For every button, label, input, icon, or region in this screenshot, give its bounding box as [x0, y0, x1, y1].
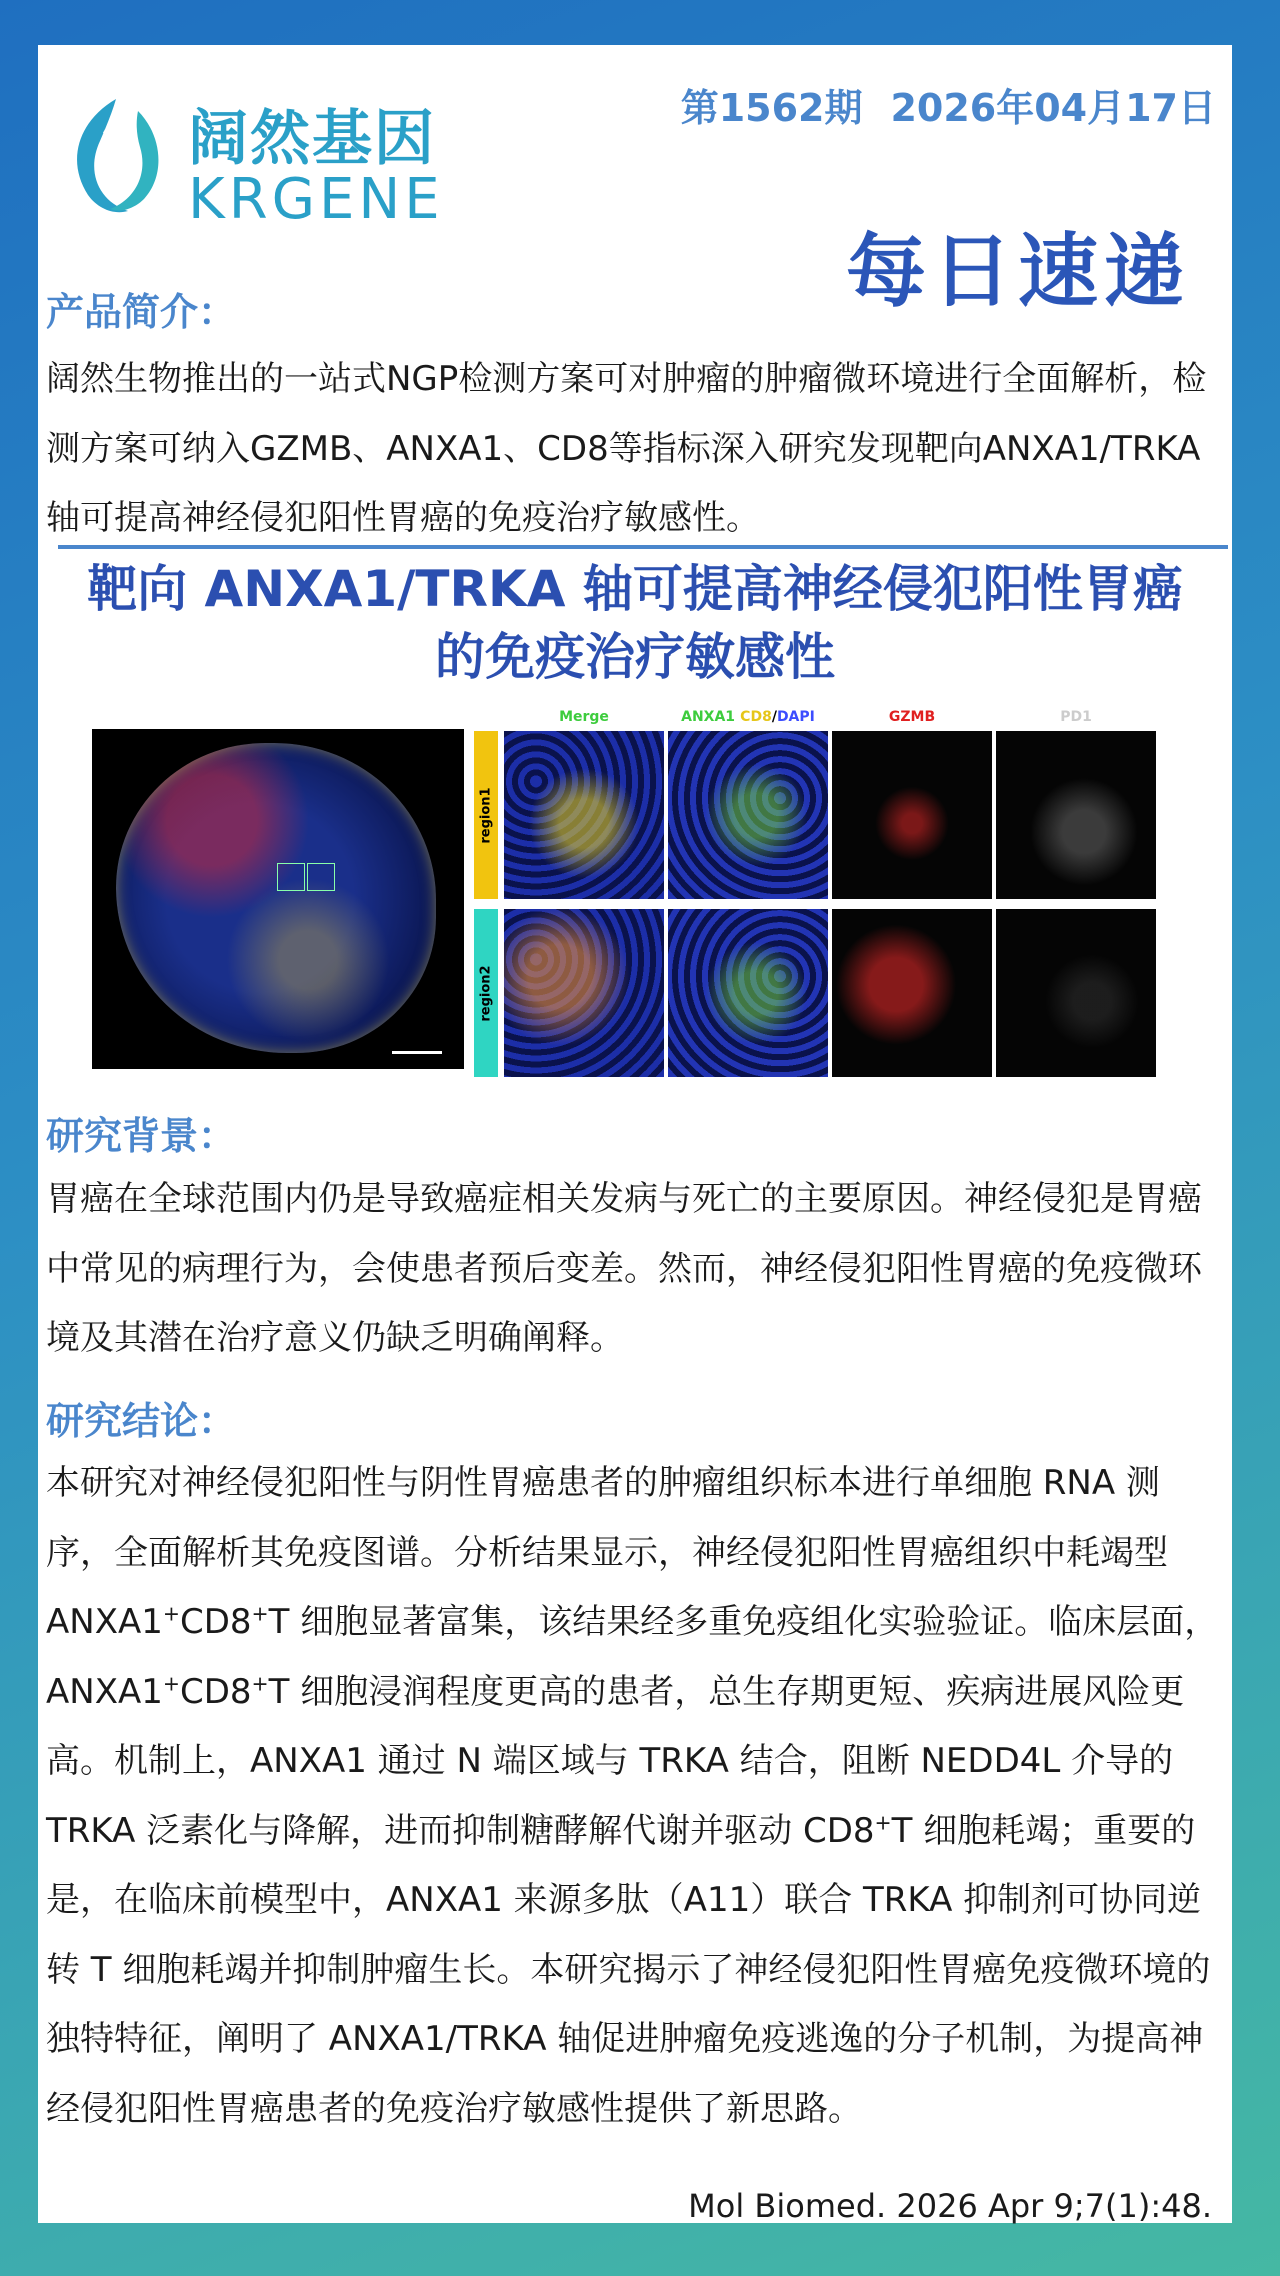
column-label-gzmb: GZMB: [888, 709, 936, 725]
tissue-section: [116, 743, 436, 1053]
headline-line1: 靶向 ANXA1/TRKA 轴可提高神经侵犯阳性胃癌: [87, 560, 1183, 618]
region2-gzmb-tile: [832, 909, 992, 1077]
conclusion-title: 研究结论：: [46, 1399, 237, 1443]
brand-logo: [58, 87, 478, 237]
region1-pd1-tile: [996, 731, 1156, 899]
conclusion-text-4: CD8: [179, 1671, 252, 1712]
headline-line2: 的免疫治疗敏感性: [435, 628, 835, 686]
conclusion-text-1: 本研究对神经侵犯阳性与阴性胃癌患者的肿瘤组织标本进行单细胞 RNA 测序，全面解析其免疫图谱。分析结果显示，神经侵犯阳性胃癌组织中耗竭型 ANXA1: [46, 1463, 1168, 1642]
superscript-plus: +: [874, 1810, 892, 1835]
brand-name-en: KRGENE: [188, 167, 444, 232]
issue-number: 第1562期: [680, 86, 863, 130]
column-label-anxa1-cd8-dapi: ANXA1/CD8/DAPI: [681, 709, 815, 725]
background-body: 胃癌在全球范围内仍是导致癌症相关发病与死亡的主要原因。神经侵犯是胃癌中常见的病理行为，会使患者预后变差。然而，神经侵犯阳性胃癌的免疫微环境及其潜在治疗意义仍缺乏明确阐释。: [46, 1179, 1202, 1358]
dna-leaf-icon: [58, 91, 174, 221]
superscript-plus: +: [251, 1601, 269, 1626]
column-label-pd1: PD1: [1060, 709, 1092, 725]
region1-anxa1-tile: [668, 731, 828, 899]
conclusion-text-6: T 细胞耗竭；重要的是，在临床前模型中，ANXA1 来源多肽（A11）联合 TRKA 抑制剂可协同逆转 T 细胞耗竭并抑制肿瘤生长。本研究揭示了神经侵犯阳性胃癌免疫微环境的独特特征，阐明了 ANXA1/TRKA 轴促进肿瘤免疫逃逸的分子机制，为提高神经侵犯阳性胃癌患者的免疫治疗敏感性提供了新思路。: [46, 1810, 1211, 2129]
tissue-overview-image: [92, 729, 464, 1069]
article-headline: [38, 555, 1232, 691]
column-title: 每日速递: [846, 225, 1190, 318]
superscript-plus: +: [251, 1671, 269, 1696]
superscript-plus: +: [162, 1671, 180, 1696]
background-title: 研究背景：: [46, 1114, 237, 1158]
region1-merge-tile: [504, 731, 664, 899]
label-cd8: CD8: [740, 709, 772, 725]
product-title: 产品简介：: [46, 290, 237, 334]
product-body: 阔然生物推出的一站式NGP检测方案可对肿瘤的肿瘤微环境进行全面解析，检测方案可纳入GZMB、ANXA1、CD8等指标深入研究发现靶向ANXA1/TRKA 轴可提高神经侵犯阳性胃癌的免疫治疗敏感性。: [46, 359, 1207, 538]
issue-info: [681, 77, 1216, 132]
region1-gzmb-tile: [832, 731, 992, 899]
immunofluorescence-figure: [92, 709, 1182, 1119]
label-anxa1: ANXA1: [681, 709, 736, 725]
newsletter-card: [38, 45, 1232, 2223]
label-dapi: DAPI: [776, 709, 815, 725]
region2-merge-tile: [504, 909, 664, 1077]
divider: [58, 545, 1228, 549]
scale-bar: [392, 1051, 442, 1054]
conclusion-text-3: T 细胞显著富集，该结果经多重免疫组化实验验证。临床层面，ANXA1: [46, 1602, 1219, 1712]
conclusion-text-2: CD8: [179, 1602, 252, 1642]
region2-pd1-tile: [996, 909, 1156, 1077]
region2-marker: [307, 863, 335, 891]
conclusion-text-5: T 细胞浸润程度更高的患者，总生存期更短、疾病进展风险更高。机制上，ANXA1 通过 N 端区域与 TRKA 结合，阻断 NEDD4L 介导的 TRKA 泛素化与降解，进而抑制糖酵解代谢并驱动 CD8: [46, 1671, 1185, 1851]
region1-tag: [474, 731, 498, 899]
region2-tag: [474, 909, 498, 1077]
brand-name-cn: 阔然基因: [188, 104, 436, 174]
region2-label: region2: [478, 964, 494, 1022]
region1-marker: [277, 863, 305, 891]
region1-label: region1: [478, 786, 494, 844]
issue-date: 2026年04月17日: [890, 86, 1216, 130]
region2-anxa1-tile: [668, 909, 828, 1077]
citation: Mol Biomed. 2026 Apr 9;7(1):48.: [688, 2187, 1212, 2225]
column-label-merge: Merge: [559, 709, 609, 725]
conclusion-body: [46, 1449, 1226, 2144]
superscript-plus: +: [162, 1601, 180, 1626]
